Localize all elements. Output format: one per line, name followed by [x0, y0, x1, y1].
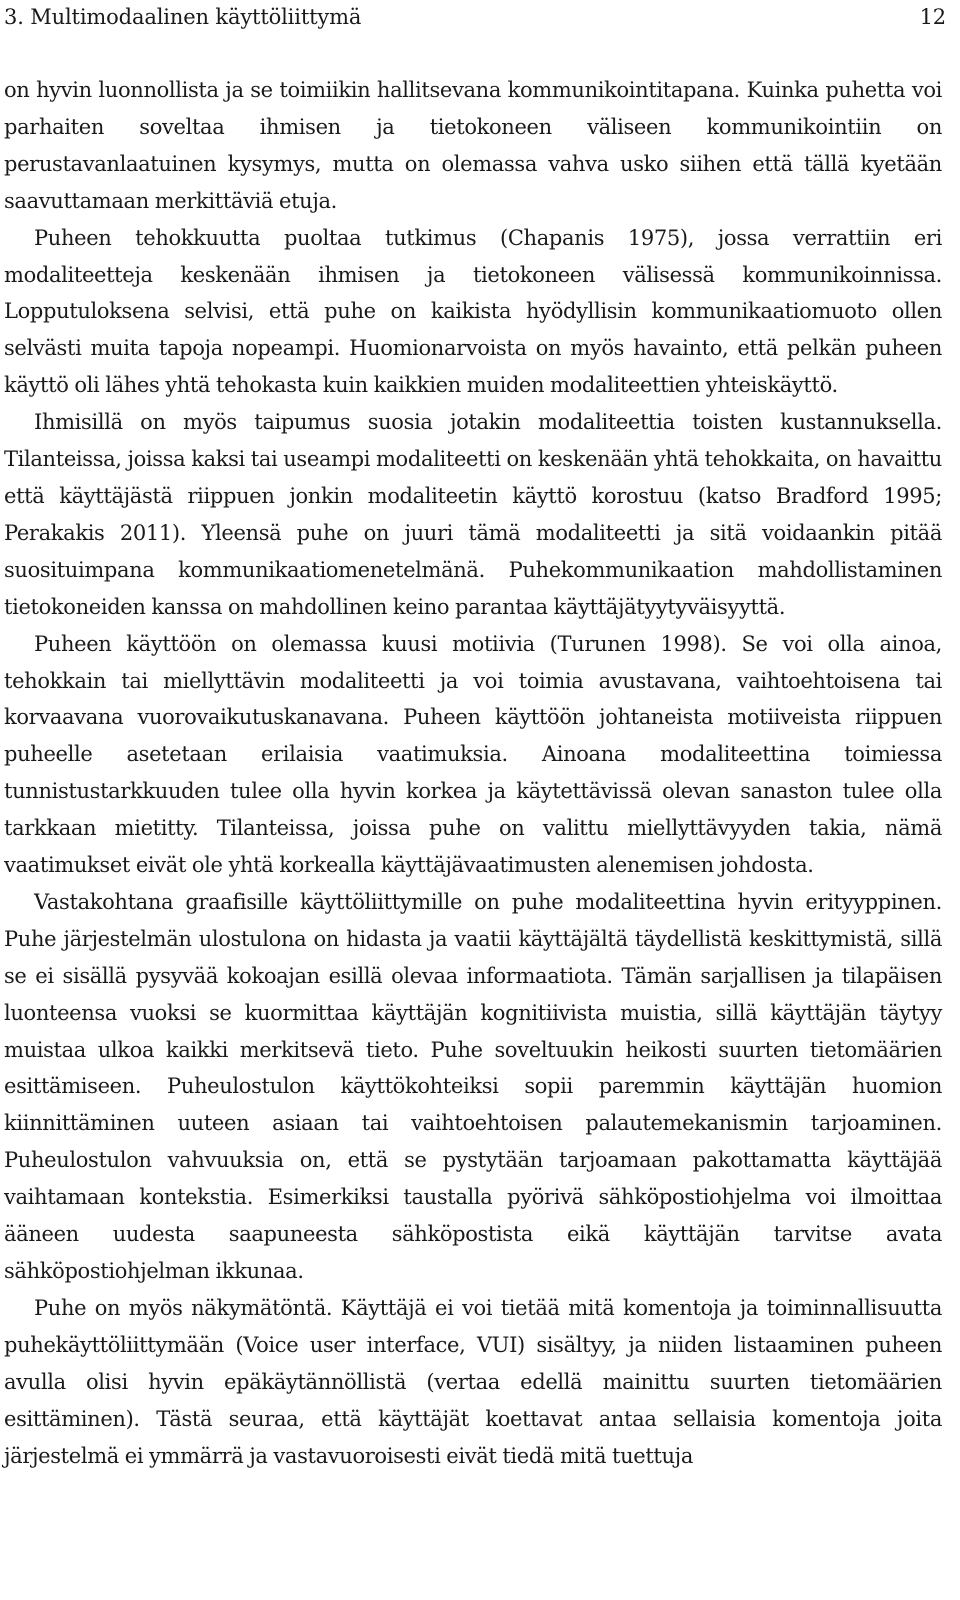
running-header	[4, 2, 946, 34]
paragraph: Puheen käyttöön on olemassa kuusi motiivia (Turunen 1998). Se voi olla ainoa, tehokkain tai miellyttävin modaliteetti ja voi toimia avustavana, vaihtoehtoisena tai korvaavana vuorovaikutuskanavana. Puheen käyttöön johtaneista motiiveista riippuen puheelle asetetaan erilaisia vaatimuksia. Ainoana modaliteettina toimiessa tunnistustarkkuuden tulee olla hyvin korkea ja käytettävissä olevan sanaston tulee olla tarkkaan mietitty. Tilanteissa, joissa puhe on valittu miellyttävyyden takia, nämä vaatimukset eivät ole yhtä korkealla käyttäjävaatimusten alenemisen johdosta.	[4, 631, 942, 878]
paragraph: Puheen tehokkuutta puoltaa tutkimus (Chapanis 1975), jossa verrattiin eri modaliteetteja keskenään ihmisen ja tietokoneen välisessä kommunikoinnissa. Lopputuloksena selvisi, että puhe on kaikista hyödyllisin kommunikaatiomuoto ollen selvästi muita tapoja nopeampi. Huomionarvoista on myös havainto, että pelkän puheen käyttö oli lähes yhtä tehokasta kuin kaikkien muiden modaliteettien yhteiskäyttö.	[4, 225, 942, 398]
page-number: 12	[919, 5, 946, 29]
paragraph: Ihmisillä on myös taipumus suosia jotakin modaliteettia toisten kustannuksella. Tilanteissa, joissa kaksi tai useampi modaliteetti on keskenään yhtä tehokkaita, on havaittu että käyttäjästä riippuen jonkin modaliteetin käyttö korostuu (katso Bradford 1995; Perakakis 2011). Yleensä puhe on juuri tämä modaliteetti ja sitä voidaankin pitää suosituimpana kommunikaatiomenetelmänä. Puhekommunikaation mahdollistaminen tietokoneiden kanssa on mahdollinen keino parantaa käyttäjätyytyväisyyttä.	[4, 410, 942, 619]
body-text	[4, 72, 942, 1474]
paragraph: Puhe on myös näkymätöntä. Käyttäjä ei voi tietää mitä komentoja ja toiminnallisuutta puhekäyttöliittymään (Voice user interface, VUI) sisältyy, ja niiden listaaminen puheen avulla olisi hyvin epäkäytännöllistä (vertaa edellä mainittu suurten tietomäärien esittäminen). Tästä seuraa, että käyttäjät koettavat antaa sellaisia komentoja joita järjestelmä ei ymmärrä ja vastavuoroisesti eivät tiedä mitä tuettuja	[4, 1295, 942, 1468]
paragraph-continuation: on hyvin luonnollista ja se toimiikin hallitsevana kommunikointitapana. Kuinka puhetta voi parhaiten soveltaa ihmisen ja tietokoneen väliseen kommunikointiin on perustavanlaatuinen kysymys, mutta on olemassa vahva usko siihen että tällä kyetään saavuttamaan merkittäviä etuja.	[4, 78, 942, 213]
paragraph: Vastakohtana graafisille käyttöliittymille on puhe modaliteettina hyvin erityyppinen. Puhe järjestelmän ulostulona on hidasta ja vaatii käyttäjältä täydellistä keskittymistä, sillä se ei sisällä pysyvää kokoajan esillä olevaa informaatiota. Tämän sarjallisen ja tilapäisen luonteensa vuoksi se kuormittaa käyttäjän kognitiivista muistia, sillä käyttäjän täytyy muistaa ulkoa kaikki merkitsevä tieto. Puhe soveltuukin heikosti suurten tietomäärien esittämiseen. Puheulostulon käyttökohteiksi sopii paremmin käyttäjän huomion kiinnittäminen uuteen asiaan tai vaihtoehtoisen palautemekanismin tarjoaminen. Puheulostulon vahvuuksia on, että se pystytään tarjoamaan pakottamatta käyttäjää vaihtamaan kontekstia. Esimerkiksi taustalla pyörivä sähköpostiohjelma voi ilmoittaa ääneen uudesta saapuneesta sähköpostista eikä käyttäjän tarvitse avata sähköpostiohjelman ikkunaa.	[4, 889, 942, 1283]
chapter-title: 3. Multimodaalinen käyttöliittymä	[4, 5, 362, 29]
